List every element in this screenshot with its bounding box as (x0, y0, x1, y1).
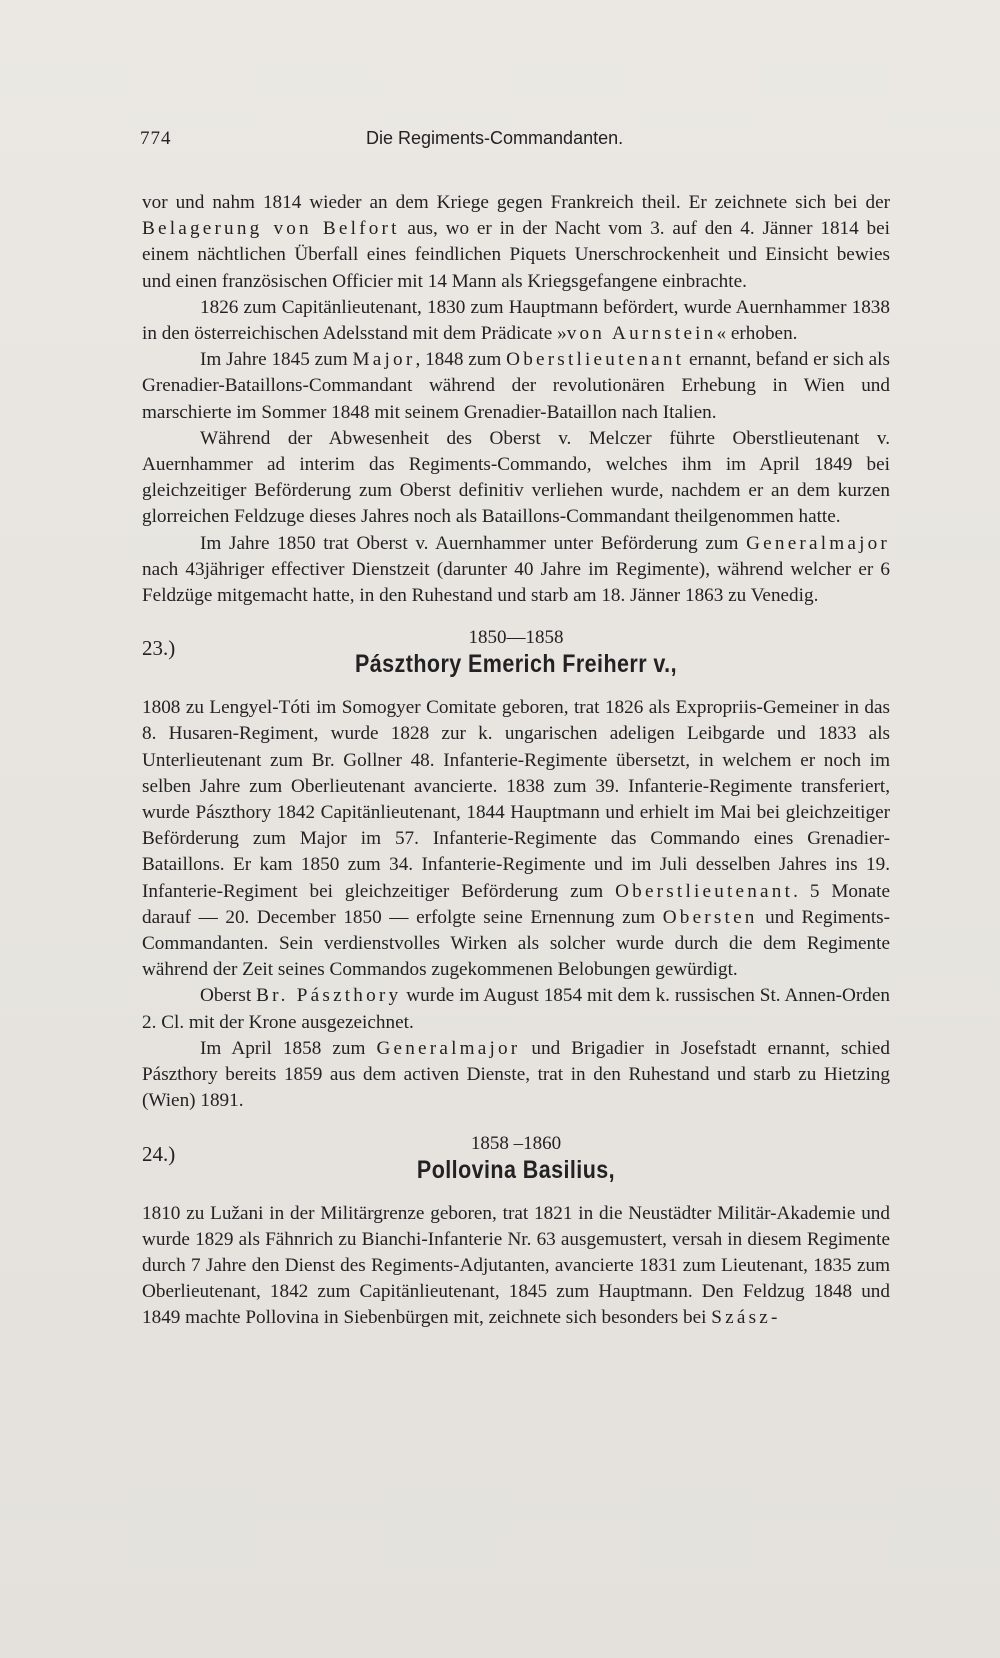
entry-23-paragraph-3: Im April 1858 zum Generalmajor und Brigadier in Josefstadt ernannt, schied Pászthory bereits 1859 aus dem activen Dienste, trat in den Ruhestand und starb zu Hietzing (Wien) 1891. (142, 1037, 891, 1112)
intro-paragraph-3: Im Jahre 1845 zum Major, 1848 zum Oberstlieutenant ernannt, befand er sich als Grenadier-Bataillons-Commandant während der revolutionären Erhebung in Wien und marschierte im Sommer 1848 mit seinem Grenadier-Bataillon nach Italien. (142, 349, 890, 423)
entry-23-paragraph-1: 1808 zu Lengyel-Tóti im Somogyer Comitate geboren, trat 1826 als Expropriis-Gemeiner in das 8. Husaren-Regiment, wurde 1828 zur k. ungarischen adeligen Leibgarde und 1833 als Unterlieutenant zum Br. Gollner 48. Infanterie-Regimente übersetzt, in welchem er noch im selben Jahre zum Oberlieutenant avancierte. 1838 zum 39. Infanterie-Regimente transferiert, wurde Pászthory 1842 Capitänlieutenant, 1844 Hauptmann und erhielt im Mai bei gleichzeitiger Beförderung zum Major im 57. Infanterie-Regimente das Commando eines Grenadier-Bataillons. Er kam 1850 zum 34. Infanterie-Regimente und im Juli desselben Jahres ins 19. Infanterie-Regiment bei gleichzeitiger Beförderung zum Oberstlieutenant. 5 Monate darauf — 20. December 1850 — erfolgte seine Ernennung zum Obersten und Regiments-Commandanten. Sein verdienstvolles Wirken als solcher wurde durch die dem Regimente während der Zeit seines Commandos zugekommenen Belobungen gewürdigt. (142, 697, 891, 981)
entry-name: Pászthory Emerich Freiherr v., (355, 650, 677, 679)
page-number: 774 (140, 128, 172, 149)
entry-23-paragraph-2: Oberst Br. Pászthory wurde im August 1854 mit dem k. russischen St. Annen-Orden 2. Cl. mit der Krone ausgezeichnet. (142, 985, 891, 1033)
entry-number: 24.) (142, 1141, 176, 1166)
entry-years: 1858 –1860 (470, 1132, 562, 1154)
entry-name: Pollovina Basilius, (416, 1155, 616, 1184)
running-title: Die Regiments-Commandanten. (366, 128, 624, 148)
entry-24-heading (142, 1131, 890, 1201)
entry-23-heading (142, 625, 890, 695)
intro-paragraph-4: Während der Abwesenheit des Oberst v. Melczer führte Oberstlieutenant v. Auernhammer ad interim das Regiments-Commando, welches ihm im April 1849 bei gleichzeitiger Beförderung zum Oberst definitiv verliehen wurde, nachdem er an dem kurzen glorreichen Feldzuge dieses Jahres noch als Bataillons-Commandant theilgenommen hatte. (142, 427, 890, 528)
entry-number: 23.) (142, 636, 176, 661)
page-body (142, 190, 890, 1332)
entry-24-paragraph-1: 1810 zu Lužani in der Militärgrenze geboren, trat 1821 in die Neustädter Militär-Akademie und wurde 1829 als Fähnrich zu Bianchi-Infanterie Nr. 63 ausgemustert, versah in diesem Regimente durch 7 Jahre den Dienst des Regiments-Adjutanten, avancierte 1831 zum Lieutenant, 1835 zum Oberlieutenant, 1842 zum Capitänlieutenant, 1845 zum Hauptmann. Den Feldzug 1848 und 1849 machte Pollovina in Siebenbürgen mit, zeichnete sich besonders bei Szász- (142, 1202, 890, 1329)
intro-paragraph-2: 1826 zum Capitänlieutenant, 1830 zum Hauptmann befördert, wurde Auernhammer 1838 in den österreichischen Adelsstand mit dem Prädicate »von Aurnstein« erhoben. (142, 296, 890, 345)
entry-years: 1850—1858 (468, 627, 564, 649)
intro-paragraph-5: Im Jahre 1850 trat Oberst v. Auernhammer unter Beförderung zum Generalmajor nach 43jähriger effectiver Dienstzeit (darunter 40 Jahre im Regimente), während welcher er 6 Feldzüge mitgemacht hatte, in den Ruhestand und starb am 18. Jänner 1863 zu Venedig. (142, 532, 890, 607)
intro-paragraph-1: vor und nahm 1814 wieder an dem Kriege gegen Frankreich theil. Er zeichnete sich bei der Belagerung von Belfort aus, wo er in der Nacht vom 3. auf den 4. Jänner 1814 bei einem nächtlichen Überfall eines feindlichen Piquets Unerschrockenheit und Einsicht bewies und einen französischen Officier mit 14 Mann als Kriegsgefangene einbrachte. (142, 192, 890, 292)
